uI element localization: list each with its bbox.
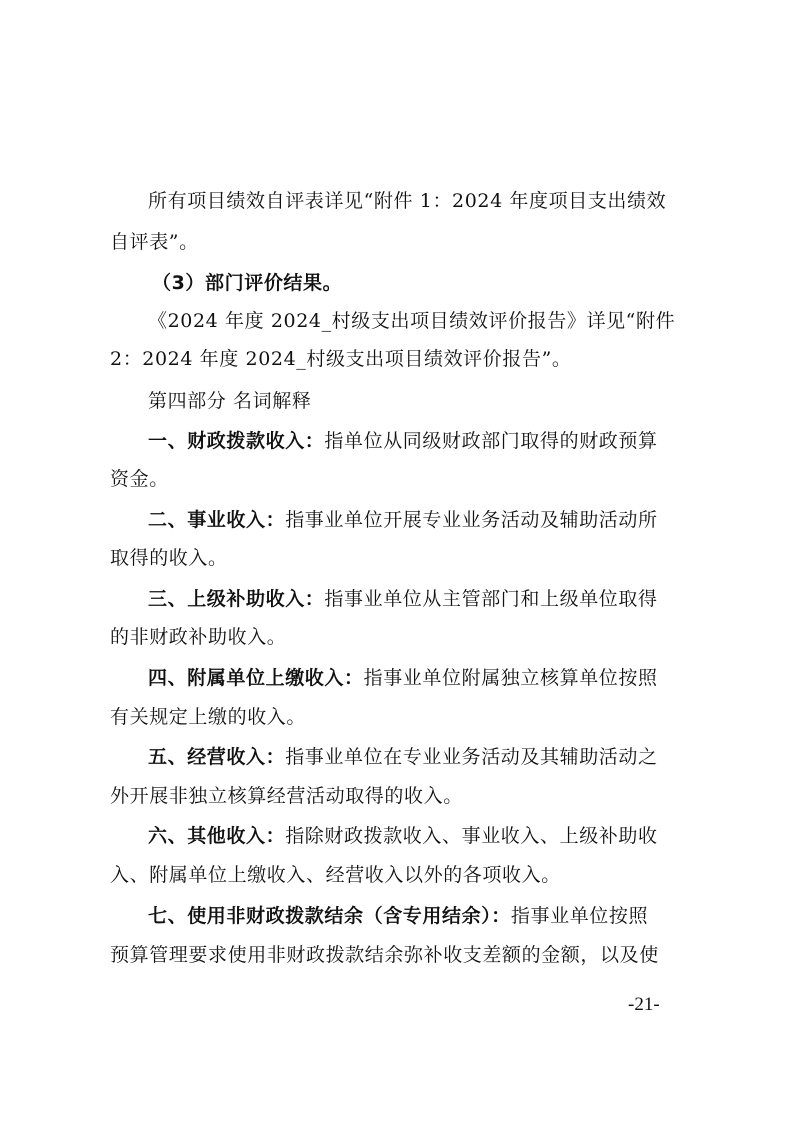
paragraph-line: 入、附属单位上缴收入、经营收入以外的各项收入。 [110, 864, 561, 886]
page-number: -21- [628, 994, 660, 1015]
definition-term: 二、事业收入： [148, 509, 286, 531]
definition-line [148, 428, 738, 454]
section-heading: 第四部分 名词解释 [148, 390, 312, 412]
definition-text: 指事业单位开展专业业务活动及辅助活动所 [285, 509, 658, 531]
definition-term: 三、上级补助收入： [148, 588, 325, 610]
definition-text: 指单位从同级财政部门取得的财政预算 [324, 430, 658, 452]
paragraph-line: 的非财政补助收入。 [110, 626, 287, 648]
definition-term: 七、使用非财政拨款结余（含专用结余）： [148, 905, 511, 927]
definition-text: 指事业单位按照 [510, 905, 649, 927]
definition-text: 指事业单位在专业业务活动及其辅助活动之 [285, 746, 658, 768]
section-subheading: （3）部门评价结果。 [152, 272, 343, 294]
definition-text: 指事业单位附属独立核算单位按照 [363, 667, 658, 689]
definition-term: 五、经营收入： [148, 746, 286, 768]
paragraph-line: 预算管理要求使用非财政拨款结余弥补收支差额的金额，以及使 [110, 944, 659, 966]
definition-line [148, 507, 738, 533]
paragraph-line: 取得的收入。 [110, 547, 228, 569]
definition-line [148, 665, 738, 691]
paragraph-line: 外开展非独立核算经营活动取得的收入。 [110, 785, 463, 807]
definition-line [148, 744, 738, 770]
definition-line [148, 586, 738, 612]
paragraph-line: 2：2024 年度 2024_村级支出项目绩效评价报告”。 [110, 348, 572, 370]
paragraph-line: 资金。 [110, 468, 169, 490]
paragraph-line: 有关规定上缴的收入。 [110, 706, 307, 728]
definition-term: 一、财政拨款收入： [148, 430, 325, 452]
definition-line [148, 823, 738, 849]
paragraph-line: 《2024 年度 2024_村级支出项目绩效评价报告》详见“附件 [148, 310, 676, 332]
definition-term: 四、附属单位上缴收入： [148, 667, 364, 689]
definition-text: 指除财政拨款收入、事业收入、上级补助收 [285, 825, 658, 847]
definition-text: 指事业单位从主管部门和上级单位取得 [324, 588, 658, 610]
paragraph-line: 所有项目绩效自评表详见“附件 1：2024 年度项目支出绩效 [148, 190, 667, 212]
definition-line [148, 903, 738, 929]
definition-term: 六、其他收入： [148, 825, 286, 847]
paragraph-line: 自评表”。 [110, 231, 199, 253]
